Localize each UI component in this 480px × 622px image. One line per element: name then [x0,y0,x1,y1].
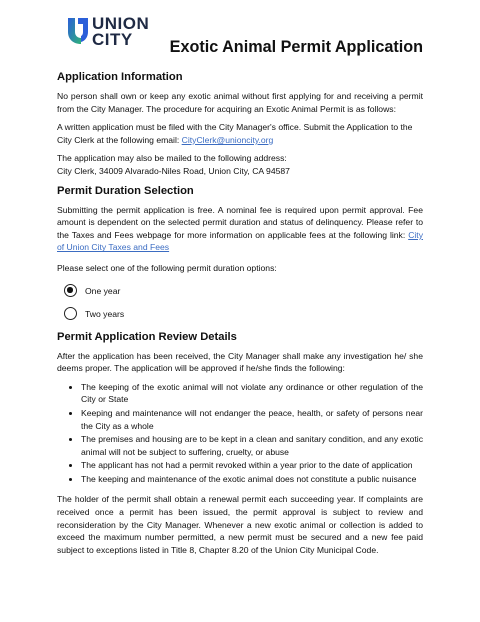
application-info-intro: No person shall own or keep any exotic animal without first applying for and receiving a permit from the City Manager. The procedure for acquiring an Exotic Animal Permit is as follows: [57,91,423,114]
form-content [57,70,423,562]
list-item: • The premises and housing are to be kept in a clean and sanitary condition, and any exotic animal will not be subject to suffering, cruelty, or abuse [81,433,423,458]
renewal-paragraph: The holder of the permit shall obtain a renewal permit each succeeding year. If complaints are received once a permit has been issued, the permit approval is subject to review and reconsideration by the City Manager. Whenever a new exotic animal or collection is added to exceed the maximum number permitted, a new permit must be secured and a new fee paid subject to exceptions listed in Title 8, Chapter 8.20 of the Union City Municipal Code. [57,494,423,555]
permit-duration-heading: Permit Duration Selection [57,184,194,197]
application-submit-text [57,121,423,146]
submit-instructions: A written application must be filed with the City Manager's office. Submit the Application to the City Clerk at the following email: [57,122,413,145]
permit-duration-info [57,204,423,254]
radio-two-years[interactable] [64,307,77,320]
application-info-heading: Application Information [57,71,183,83]
mailing-intro: The application may also be mailed to the following address: [57,153,287,164]
approval-criteria-list [57,381,423,486]
review-details-heading: Permit Application Review Details [57,330,237,343]
radio-label-two-years: Two years [85,308,125,319]
review-intro: After the application has been received, the City Manager shall make any investigation he/ she deems proper. The application will be approved if he/she finds the following: [57,350,423,374]
logo-line-city: CITY [92,30,133,49]
mailing-address-line: City Clerk, 34009 Alvarado-Niles Road, Union City, CA 94587 [57,165,290,176]
fee-info-text: Submitting the permit application is free. A nominal fee is required upon permit approval. Fee amount is dependent on the selected permit duration and status of delinquency. Please refer to the Taxes and Fees webpage for more information on applicable fees at the following link: [57,204,423,240]
list-item: • Keeping and maintenance will not endanger the peace, health, or safety of persons near the City as a whole [81,407,423,432]
duration-radio-group [64,281,423,324]
logo-wordmark [92,16,149,48]
duration-option-two-years[interactable] [64,304,423,324]
duration-option-one-year[interactable] [64,281,423,301]
logo-line-union: UNION [92,14,150,33]
list-item: • The keeping and maintenance of the exotic animal does not constitute a public nuisance [81,473,423,486]
clerk-email-link[interactable]: CityClerk@unioncity.org [181,134,274,145]
shield-logo-icon [66,16,90,46]
radio-label-one-year: One year [85,285,121,296]
mailing-address [57,152,423,177]
page-title: Exotic Animal Permit Application [169,38,423,56]
taxes-fees-link[interactable]: City of Union City Taxes and Fees [57,229,423,253]
list-item: • The keeping of the exotic animal will not violate any ordinance or other regulation of the City or State [81,381,423,406]
union-city-logo [66,16,176,54]
duration-prompt: Please select one of the following permit duration options: [57,262,277,273]
radio-one-year[interactable] [64,284,77,297]
list-item: • The applicant has not had a permit revoked within a year prior to the date of application [81,459,423,472]
